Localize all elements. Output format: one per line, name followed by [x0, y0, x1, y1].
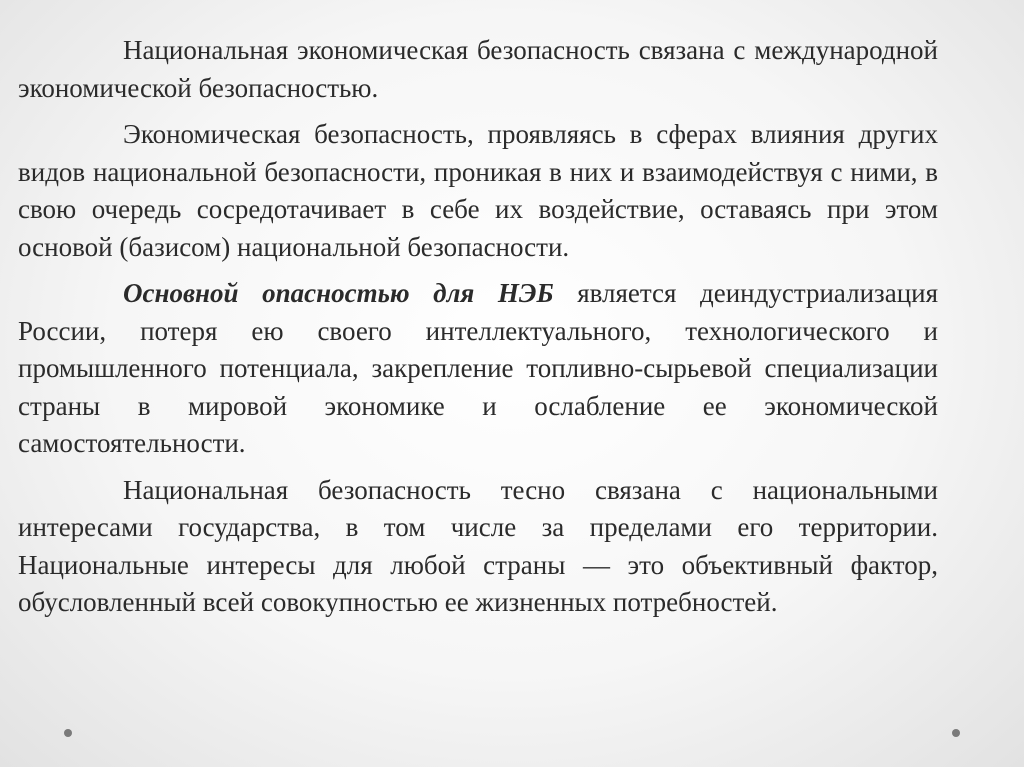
paragraph-1 [18, 32, 938, 107]
paragraph-2-text: Экономическая безопасность, проявляясь в сферах влияния других видов национальной безопасности, проникая в них и взаимодействуя с ними, в свою очередь сосредотачивает в себе их воздействие, оставаясь при этом основой (базисом) национальной безопасности. [18, 119, 938, 262]
paragraph-4-text: Национальная безопасность тесно связана с национальными интересами государства, в том числе за пределами его территории. Национальные интересы для любой страны — это объективный фактор, обусловленный всей совокупностью ее жизненных потребностей. [18, 474, 938, 617]
paragraph-2 [18, 116, 938, 266]
left-dot-icon [64, 729, 72, 737]
paragraph-4 [18, 472, 938, 622]
right-dot-icon [952, 729, 960, 737]
paragraph-3 [18, 275, 938, 463]
paragraph-3-text: является деиндустриализация России, потеря ею своего интеллектуального, технологического и промышленного потенциала, закрепление топливно-сырьевой специализации страны в мировой экономике и ослабление ее экономической самостоятельности. [18, 278, 939, 458]
paragraph-1-text: Национальная экономическая безопасность связана с международной экономической безопасностью. [18, 35, 938, 103]
paragraph-3-emphasis: Основной опасностью для НЭБ [123, 278, 554, 308]
slide-body [18, 32, 938, 631]
